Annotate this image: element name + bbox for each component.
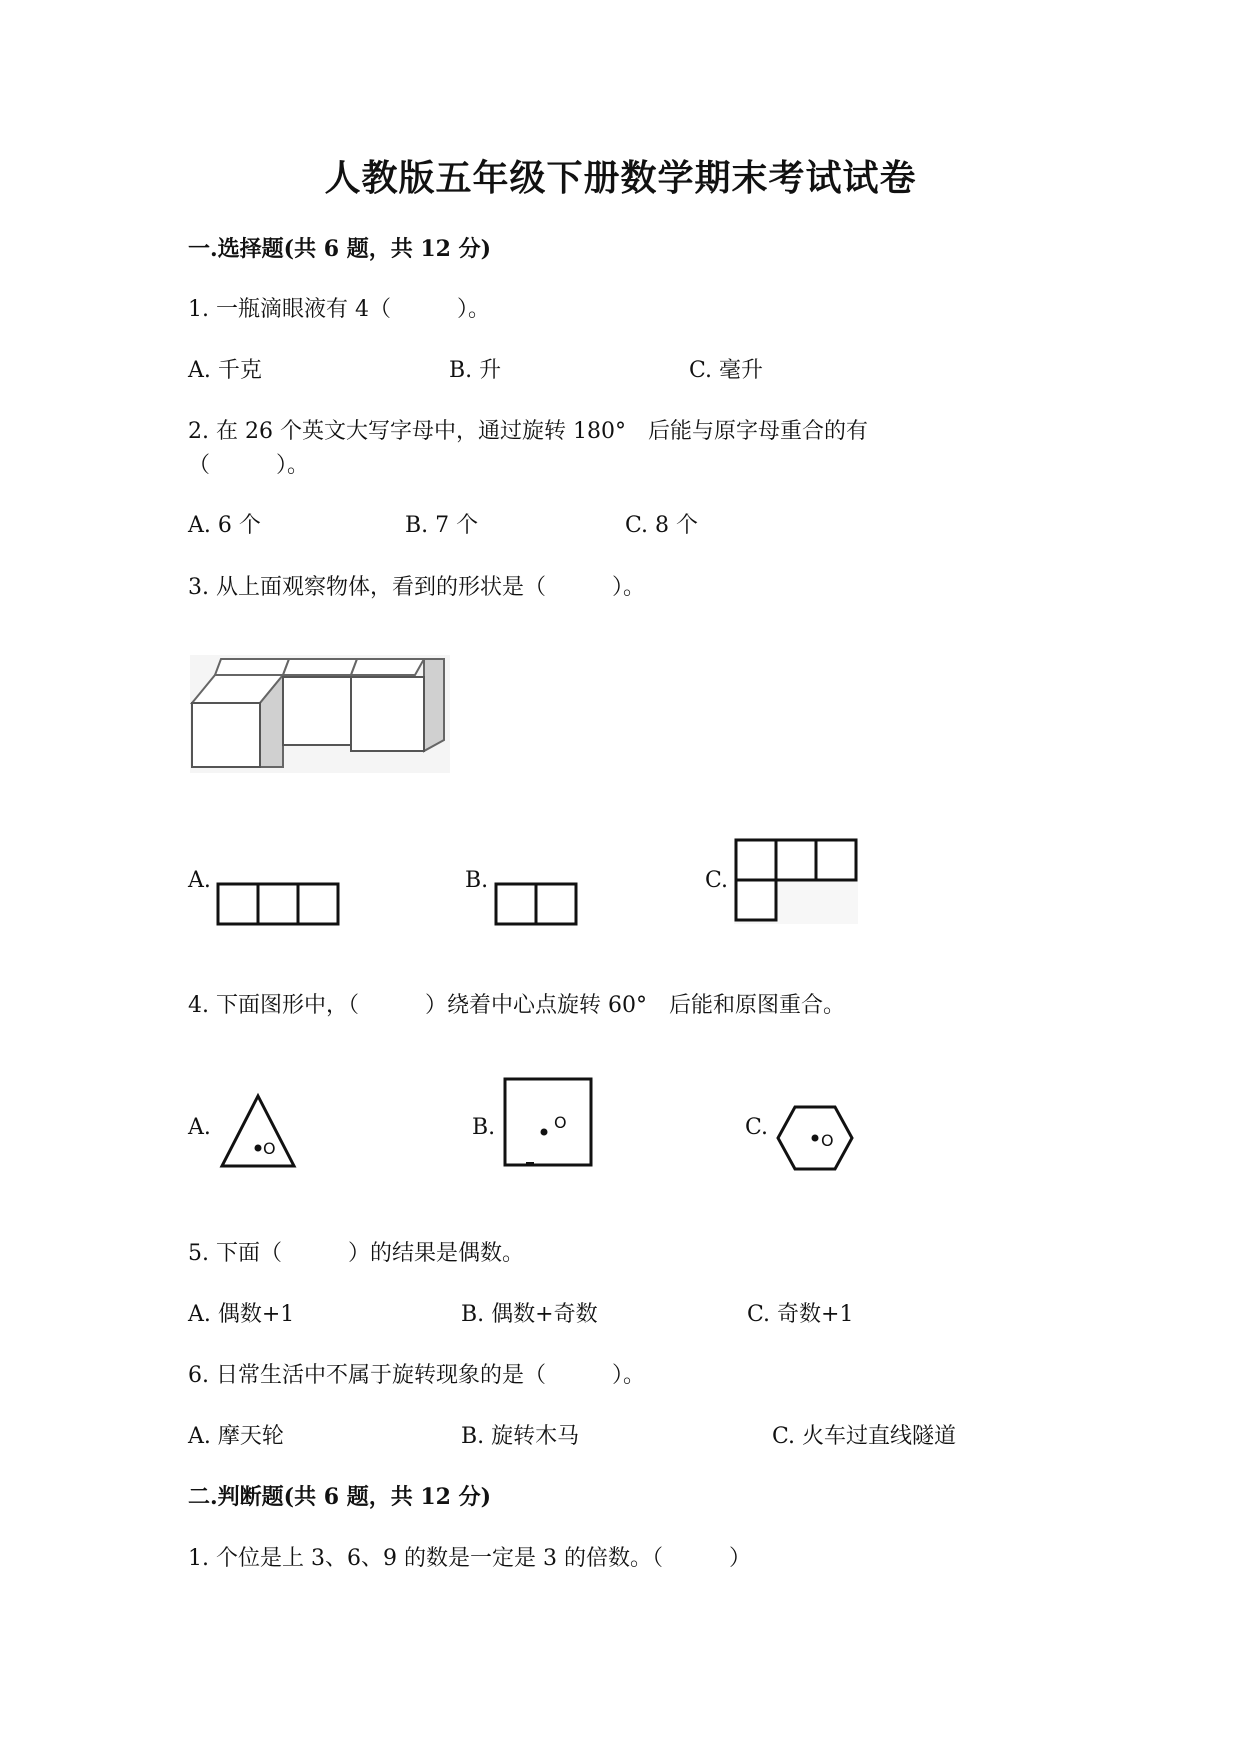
q1-option-a: A. 千克	[188, 358, 262, 383]
q4-option-a: A.	[188, 1115, 211, 1140]
q4-option-a-triangle	[218, 1090, 298, 1170]
judgement-question-1: 1. 个位是上 3、6、9 的数是一定是 3 的倍数。（ ）	[188, 1546, 751, 1571]
q5-option-b: B. 偶数+奇数	[461, 1302, 598, 1327]
q3-option-b-two-squares	[494, 882, 578, 926]
section-heading-judgement: 二.判断题(共 6 题，共 12 分)	[188, 1484, 492, 1510]
q2-option-c: C. 8 个	[625, 513, 699, 538]
q3-option-a-three-squares	[216, 882, 340, 926]
q6-option-c: C. 火车过直线隧道	[772, 1424, 957, 1449]
q4-b-center-label: O	[554, 1113, 567, 1132]
page-title: 人教版五年级下册数学期末考试试卷	[324, 157, 917, 199]
q5-option-c: C. 奇数+1	[747, 1302, 854, 1327]
q3-option-b: B.	[465, 868, 489, 893]
question-1: 1. 一瓶滴眼液有 4（ ）。	[188, 297, 490, 322]
q3-option-a: A.	[188, 868, 211, 893]
cube-solid-figure	[190, 655, 450, 773]
q4-a-center-label: O	[263, 1139, 276, 1158]
q6-option-a: A. 摩天轮	[188, 1424, 284, 1449]
q1-option-c: C. 毫升	[689, 358, 764, 383]
q6-option-b: B. 旋转木马	[461, 1424, 580, 1449]
question-6: 6. 日常生活中不属于旋转现象的是（ ）。	[188, 1363, 645, 1388]
q3-option-c: C.	[705, 868, 729, 893]
q4-option-c-hexagon	[775, 1104, 855, 1172]
section-heading-choice: 一.选择题(共 6 题，共 12 分)	[188, 236, 492, 262]
q2-option-b: B. 7 个	[405, 513, 479, 538]
q2-option-a: A. 6 个	[188, 513, 261, 538]
q4-option-c: C.	[745, 1115, 769, 1140]
question-4: 4. 下面图形中，（ ）绕着中心点旋转 60° 后能和原图重合。	[188, 993, 845, 1018]
q3-option-c-l-shape	[734, 838, 858, 924]
question-5: 5. 下面（ ）的结果是偶数。	[188, 1241, 524, 1266]
question-2: 2. 在 26 个英文大写字母中，通过旋转 180° 后能与原字母重合的有	[188, 419, 868, 444]
question-2-continued: （ ）。	[188, 453, 310, 478]
q4-c-center-label: O	[821, 1131, 834, 1150]
q4-option-b: B.	[472, 1115, 496, 1140]
q5-option-a: A. 偶数+1	[188, 1302, 295, 1327]
question-3: 3. 从上面观察物体，看到的形状是（ ）。	[188, 575, 645, 600]
q1-option-b: B. 升	[449, 358, 502, 383]
q4-option-b-square	[502, 1076, 594, 1170]
